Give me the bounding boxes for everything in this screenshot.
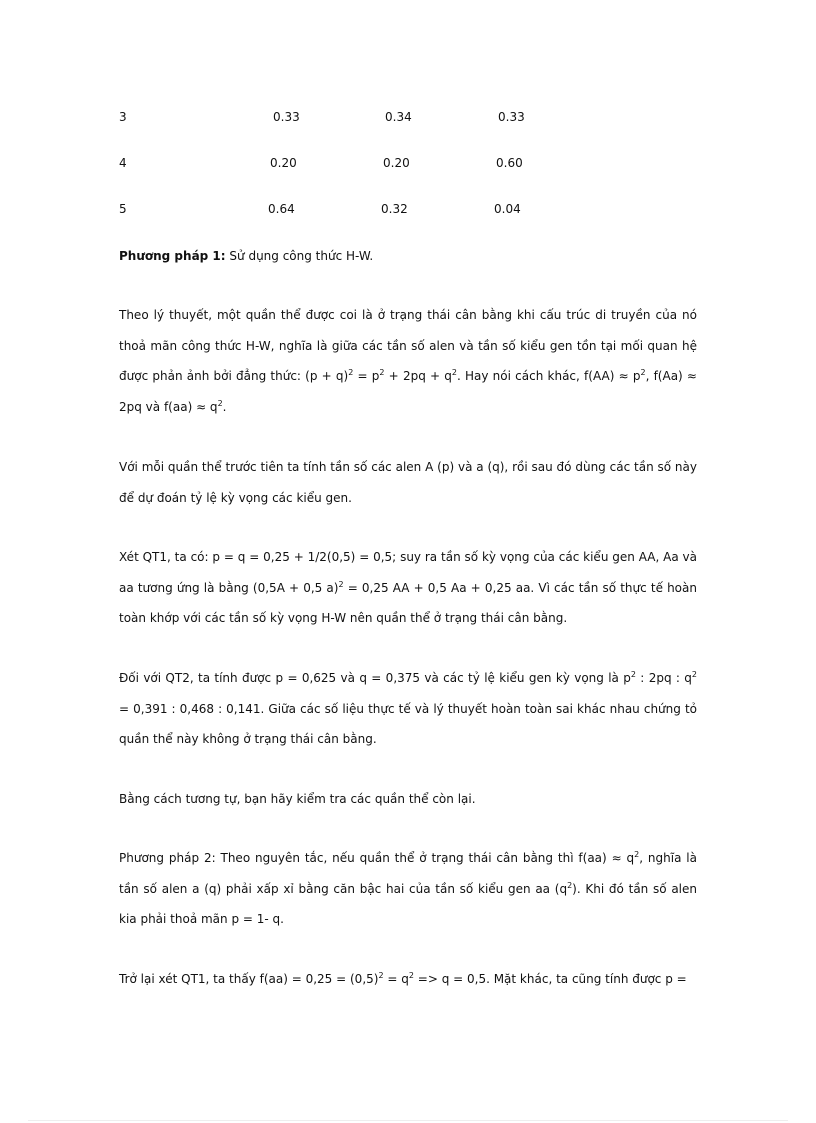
table-cell: 0.33 bbox=[498, 110, 525, 124]
table-cell: 0.04 bbox=[494, 202, 521, 216]
table-row bbox=[0, 202, 816, 222]
table-cell: 0.20 bbox=[270, 156, 297, 170]
paragraph-qt1-method2: Trở lại xét QT1, ta thấy $f(aa) = 0,25 = (0,5)^2 = q^2 => q = 0,5$. Mặt khác, ta cũng tính được p = bbox=[119, 971, 687, 986]
table-cell: 0.32 bbox=[381, 202, 408, 216]
paragraph-allele-frequencies: Với mỗi quần thể trước tiên ta tính tần số các alen A (p) và a (q), rồi sau đó dùng các tần số này để dự đoán tỷ lệ kỳ vọng các kiểu gen. bbox=[119, 460, 697, 505]
table-cell: 5 bbox=[119, 202, 127, 216]
page-bottom-divider bbox=[28, 1120, 788, 1121]
paragraph-hw-theory: Theo lý thuyết, một quần thể được coi là ở trạng thái cân bằng khi cấu trúc di truyền của nó thoả mãn công thức H-W, nghĩa là giữa các tần số alen và tần số kiểu gen tồn tại mối quan hệ được phản ảnh bởi đẳng thức: $(p + q)^2 = p^2 + 2pq + q^2$. Hay nói cách khác, $f(AA) \approx p^2$, f(Aa) ≈ 2pq và $f(aa) \approx q^2$. bbox=[119, 308, 697, 414]
method1-text: Sử dụng công thức H-W. bbox=[225, 249, 374, 263]
paragraph-qt2: Đối với QT2, ta tính được p = 0,625 và q = 0,375 và các tỷ lệ kiểu gen kỳ vọng là $p^2$ : 2pq : $q^2 = 0,391$ : 0,468 : 0,141. Giữa các số liệu thực tế và lý thuyết hoàn toàn sai khác nhau chứng tỏ quần thể này không ở trạng thái cân bằng. bbox=[119, 670, 697, 746]
paragraph-check-remaining: Bằng cách tương tự, bạn hãy kiểm tra các quần thể còn lại. bbox=[119, 792, 476, 806]
paragraph-qt1: Xét QT1, ta có: p = q = 0,25 + 1/2(0,5) = 0,5; suy ra tần số kỳ vọng của các kiểu gen AA, Aa và aa tương ứng là bằng (0,5A + 0,5 a)$^2$ = 0,25 AA + 0,5 Aa + 0,25 aa. Vì các tần số thực tế hoàn toàn khớp với các tần số kỳ vọng H-W nên quần thể ở trạng thái cân bằng. bbox=[119, 550, 697, 625]
table-cell: 0.33 bbox=[273, 110, 300, 124]
method1-label: Phương pháp 1: bbox=[119, 249, 226, 263]
table-cell: 0.64 bbox=[268, 202, 295, 216]
paragraph-method2: Phương pháp 2: Theo nguyên tắc, nếu quần thể ở trạng thái cân bằng thì $f(aa) \approx q^2$, nghĩa là tần số alen a (q) phải xấp xỉ bằng căn bậc hai của tần số kiểu gen aa $(q^2)$. Khi đó tần số alen kia phải thoả mãn p = 1- q. bbox=[119, 850, 697, 926]
table-cell: 0.60 bbox=[496, 156, 523, 170]
table-row bbox=[0, 110, 816, 130]
table-cell: 0.20 bbox=[383, 156, 410, 170]
table-row bbox=[0, 156, 816, 176]
table-cell: 3 bbox=[119, 110, 127, 124]
table-cell: 0.34 bbox=[385, 110, 412, 124]
table-cell: 4 bbox=[119, 156, 127, 170]
method1-heading bbox=[119, 245, 373, 267]
